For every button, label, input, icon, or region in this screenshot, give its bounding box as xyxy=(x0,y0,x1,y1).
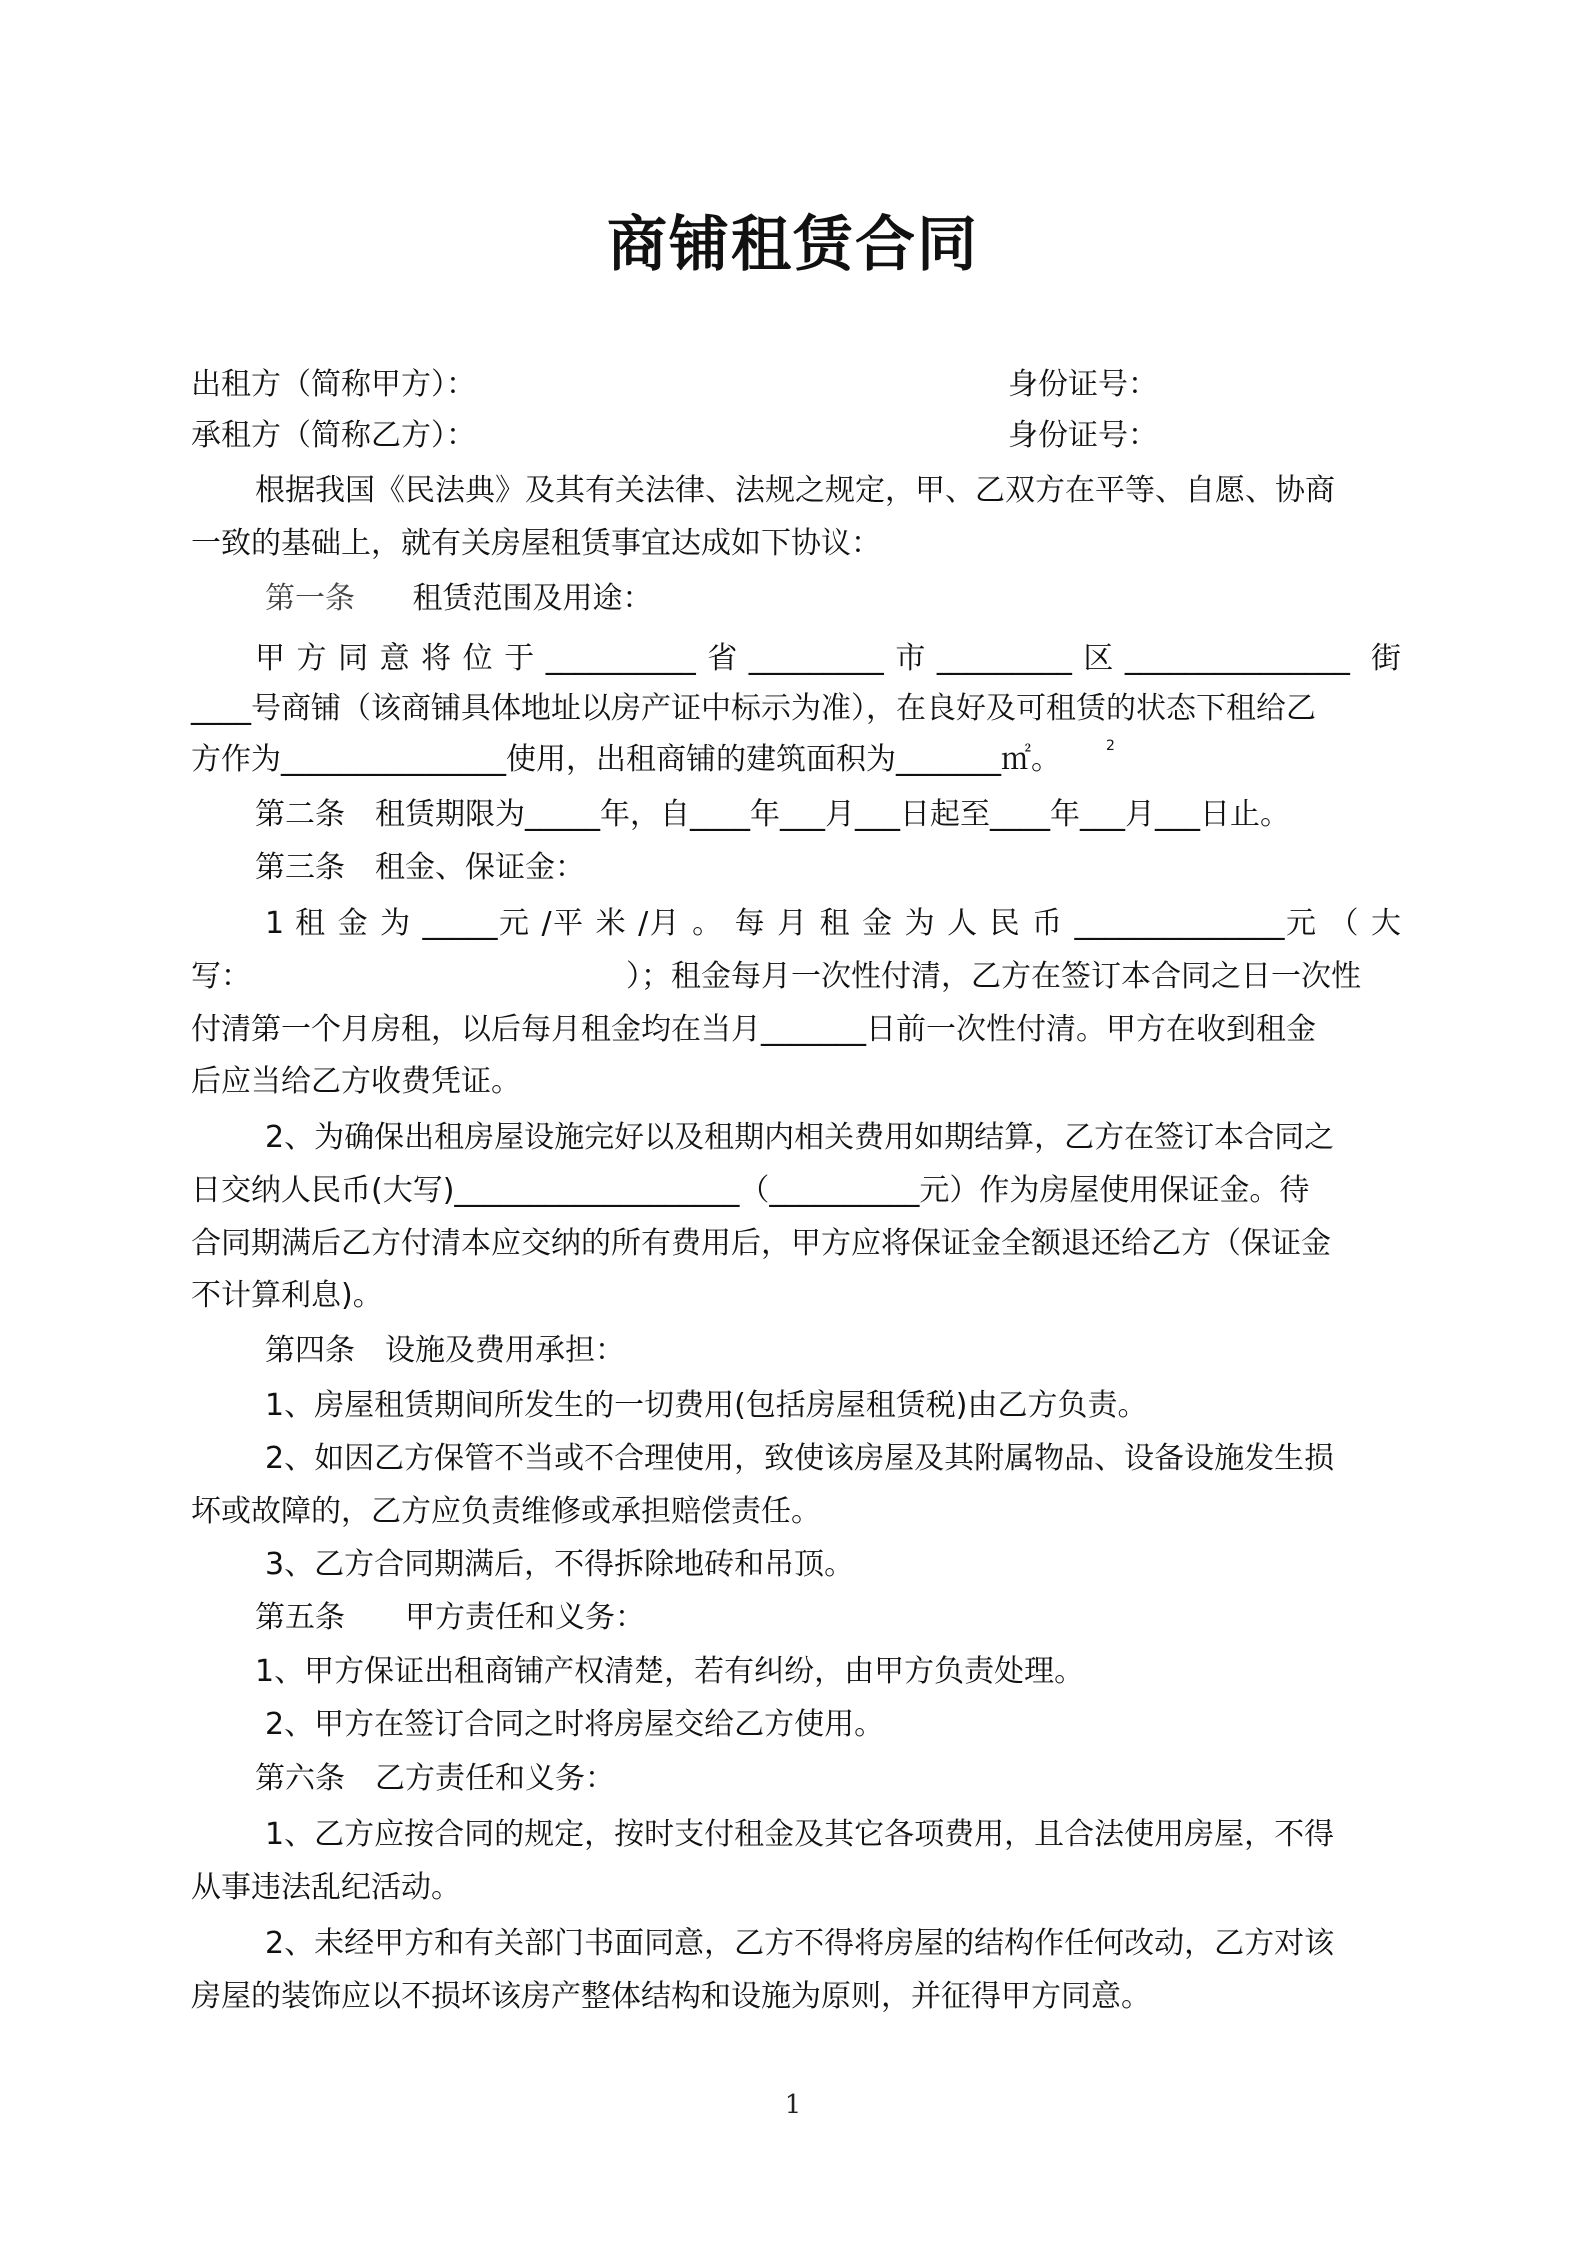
article-5-line-1: 1、甲方保证出租商铺产权清楚，若有纠纷，由甲方负责处理。 xyxy=(255,1654,1085,1689)
article-6-line-1: 1、乙方应按合同的规定，按时支付租金及其它各项费用，且合法使用房屋，不得 xyxy=(265,1817,1335,1852)
lessee-line xyxy=(191,416,1401,456)
article-1-line-3 xyxy=(191,740,1401,780)
article-1-title: 租赁范围及用途： xyxy=(412,581,653,616)
article-3-line-4: 后应当给乙方收费凭证。 xyxy=(191,1064,521,1099)
article-3-line-7: 合同期满后乙方付清本应交纳的所有费用后，甲方应将保证金全额退还给乙方（保证金 xyxy=(191,1226,1331,1261)
article-3-line-6: 日交纳人民币(大写)___________________（__________元）作为房屋使用保证金。待 xyxy=(191,1173,1310,1208)
article-1-number: 第一条 xyxy=(265,581,355,616)
lessor-label: 出租方（简称甲方）： xyxy=(191,367,476,402)
article-4-line-2: 2、如因乙方保管不当或不合理使用，致使该房屋及其附属物品、设备设施发生损 xyxy=(265,1441,1335,1476)
lessor-id-label: 身份证号： xyxy=(1008,367,1158,402)
preamble-line-2: 一致的基础上，就有关房屋租赁事宜达成如下协议： xyxy=(191,526,881,561)
lessee-label: 承租方（简称乙方）： xyxy=(191,418,476,453)
article-5-heading: 第五条 甲方责任和义务： xyxy=(255,1600,645,1635)
article-1-line-1: 甲方同意将位于__________省_________市_________区_______________ 街 xyxy=(255,641,1401,676)
article-6-line-3: 2、未经甲方和有关部门书面同意，乙方不得将房屋的结构作任何改动，乙方对该 xyxy=(265,1926,1335,1961)
area-unit-superscript: 2 xyxy=(1106,738,1115,754)
article-6-line-4: 房屋的装饰应以不损坏该房产整体结构和设施为原则，并征得甲方同意。 xyxy=(191,1979,1151,2014)
lessee-id-label: 身份证号： xyxy=(1008,418,1158,453)
article-1-heading xyxy=(265,579,1401,619)
article-4-line-1: 1、房屋租赁期间所发生的一切费用(包括房屋租赁税)由乙方负责。 xyxy=(265,1388,1148,1423)
article-6-heading: 第六条 乙方责任和义务： xyxy=(255,1761,615,1796)
document-title: 商铺租赁合同 xyxy=(607,210,979,280)
article-4-line-4: 3、乙方合同期满后，不得拆除地砖和吊顶。 xyxy=(265,1547,855,1582)
article-3-line-2: 写： ）；租金每月一次性付清，乙方在签订本合同之日一次性 xyxy=(191,959,1361,994)
article-4-heading: 第四条 设施及费用承担： xyxy=(265,1333,625,1368)
article-3-line-1: 1 租 金 为 _____元 /平 米 /月 。 每 月 租 金 为 人 民 币 ______________元 （ 大 xyxy=(265,906,1401,941)
article-6-line-2: 从事违法乱纪活动。 xyxy=(191,1870,461,1905)
article-4-line-3: 坏或故障的，乙方应负责维修或承担赔偿责任。 xyxy=(191,1494,821,1529)
article-2: 第二条 租赁期限为_____年，自____年___月___日起至____年___月___日止。 xyxy=(255,797,1290,832)
article-5-line-2: 2、甲方在签订合同之时将房屋交给乙方使用。 xyxy=(265,1707,885,1742)
article-1-line-3-text: 方作为_______________使用，出租商铺的建筑面积为_______㎡。 xyxy=(191,742,1061,777)
page-number: 1 xyxy=(784,2090,802,2120)
lessor-line xyxy=(191,365,1401,405)
preamble-line-1: 根据我国《民法典》及其有关法律、法规之规定，甲、乙双方在平等、自愿、协商 xyxy=(255,473,1335,508)
article-3-heading: 第三条 租金、保证金： xyxy=(255,850,585,885)
article-3-line-5: 2、为确保出租房屋设施完好以及租期内相关费用如期结算，乙方在签订本合同之 xyxy=(265,1120,1335,1155)
article-3-line-8: 不计算利息)。 xyxy=(191,1278,383,1313)
article-1-line-2: ____号商铺（该商铺具体地址以房产证中标示为准），在良好及可租赁的状态下租给乙 xyxy=(191,691,1316,726)
article-3-line-3: 付清第一个月房租，以后每月租金均在当月_______日前一次性付清。甲方在收到租金 xyxy=(191,1012,1316,1047)
